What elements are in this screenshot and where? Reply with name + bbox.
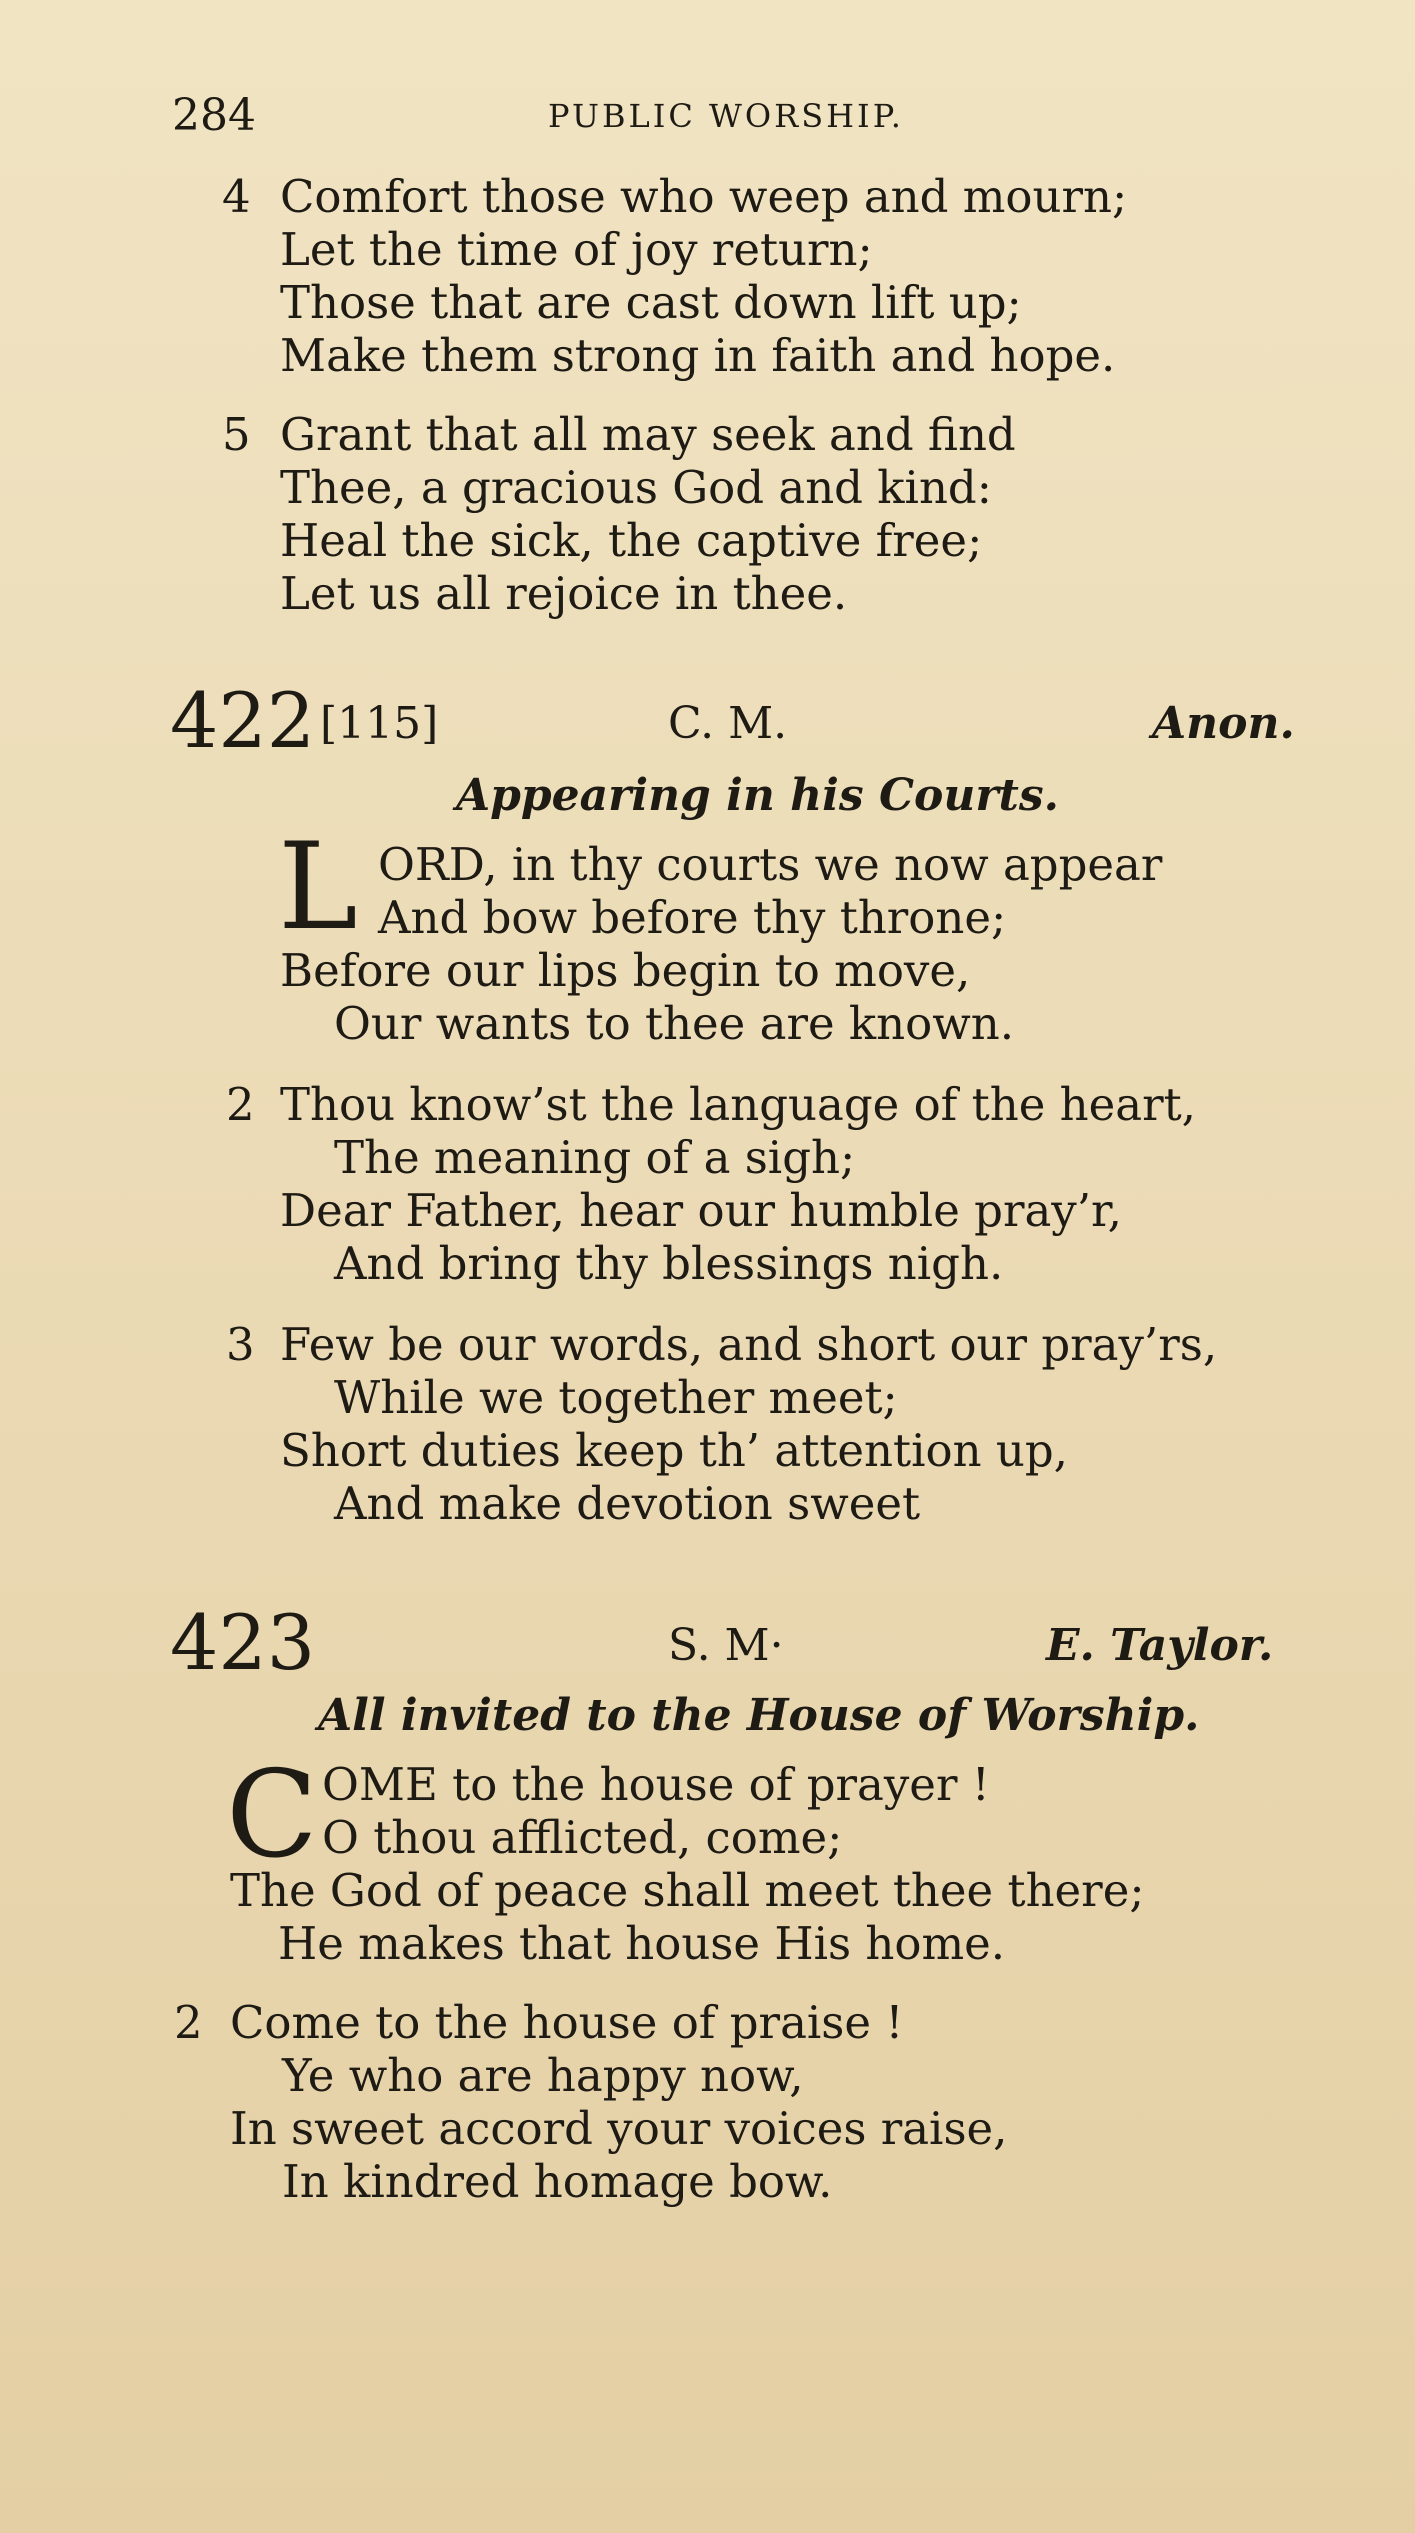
verse-line: And bring thy blessings nigh. — [334, 1237, 1004, 1290]
verse-line: Dear Father, hear our humble pray’r, — [280, 1184, 1122, 1237]
hymn-number: 422 — [170, 676, 316, 765]
verse-number: 5 — [222, 408, 251, 461]
page-number: 284 — [172, 90, 256, 141]
verse-number: 3 — [226, 1318, 255, 1371]
hymn-subject: Appearing in his Courts. — [456, 770, 1059, 821]
verse-line: And make devotion sweet — [334, 1477, 921, 1530]
verse-number: 2 — [174, 1996, 203, 2049]
verse-line: In sweet accord your voices raise, — [230, 2102, 1008, 2155]
verse-line: He makes that house His home. — [278, 1917, 1006, 1970]
verse-line: Thou know’st the language of the heart, — [280, 1078, 1196, 1131]
verse-line: And bow before thy throne; — [378, 891, 1007, 944]
verse-line: Let the time of joy return; — [280, 223, 873, 276]
verse-line: Grant that all may seek and find — [280, 408, 1016, 461]
verse-line: In kindred homage bow. — [282, 2155, 833, 2208]
verse-line: While we together meet; — [334, 1371, 898, 1424]
verse-line: Heal the sick, the captive free; — [280, 514, 983, 567]
verse-line: Come to the house of praise ! — [230, 1996, 904, 2049]
tune-reference: [115] — [320, 698, 439, 749]
verse-line: Let us all rejoice in thee. — [280, 567, 848, 620]
verse-number: 4 — [222, 170, 251, 223]
verse-line: OME to the house of prayer ! — [322, 1758, 990, 1811]
verse-line: Make them strong in faith and hope. — [280, 329, 1116, 382]
verse-line: Comfort those who weep and mourn; — [280, 170, 1128, 223]
verse-line: Thee, a gracious God and kind: — [280, 461, 992, 514]
verse-line: Ye who are happy now, — [282, 2049, 804, 2102]
verse-line: The meaning of a sigh; — [334, 1131, 856, 1184]
author: Anon. — [1152, 698, 1295, 749]
verse-line: ORD, in thy courts we now appear — [378, 838, 1163, 891]
verse-line: The God of peace shall meet thee there; — [230, 1864, 1145, 1917]
meter: C. M. — [668, 698, 788, 749]
verse-line: Short duties keep th’ attention up, — [280, 1424, 1068, 1477]
verse-number: 2 — [226, 1078, 255, 1131]
verse-line: Our wants to thee are known. — [334, 997, 1015, 1050]
verse-line: Those that are cast down lift up; — [280, 276, 1022, 329]
author: E. Taylor. — [1046, 1620, 1274, 1671]
verse-line: O thou afflicted, come; — [322, 1811, 843, 1864]
drop-cap: L — [278, 818, 358, 957]
meter: S. M· — [668, 1620, 784, 1671]
hymn-number: 423 — [170, 1598, 316, 1687]
hymn-subject: All invited to the House of Worship. — [318, 1690, 1200, 1741]
drop-cap: C — [226, 1746, 318, 1885]
verse-line: Before our lips begin to move, — [280, 944, 971, 997]
running-title: PUBLIC WORSHIP. — [548, 97, 904, 135]
verse-line: Few be our words, and short our pray’rs, — [280, 1318, 1218, 1371]
